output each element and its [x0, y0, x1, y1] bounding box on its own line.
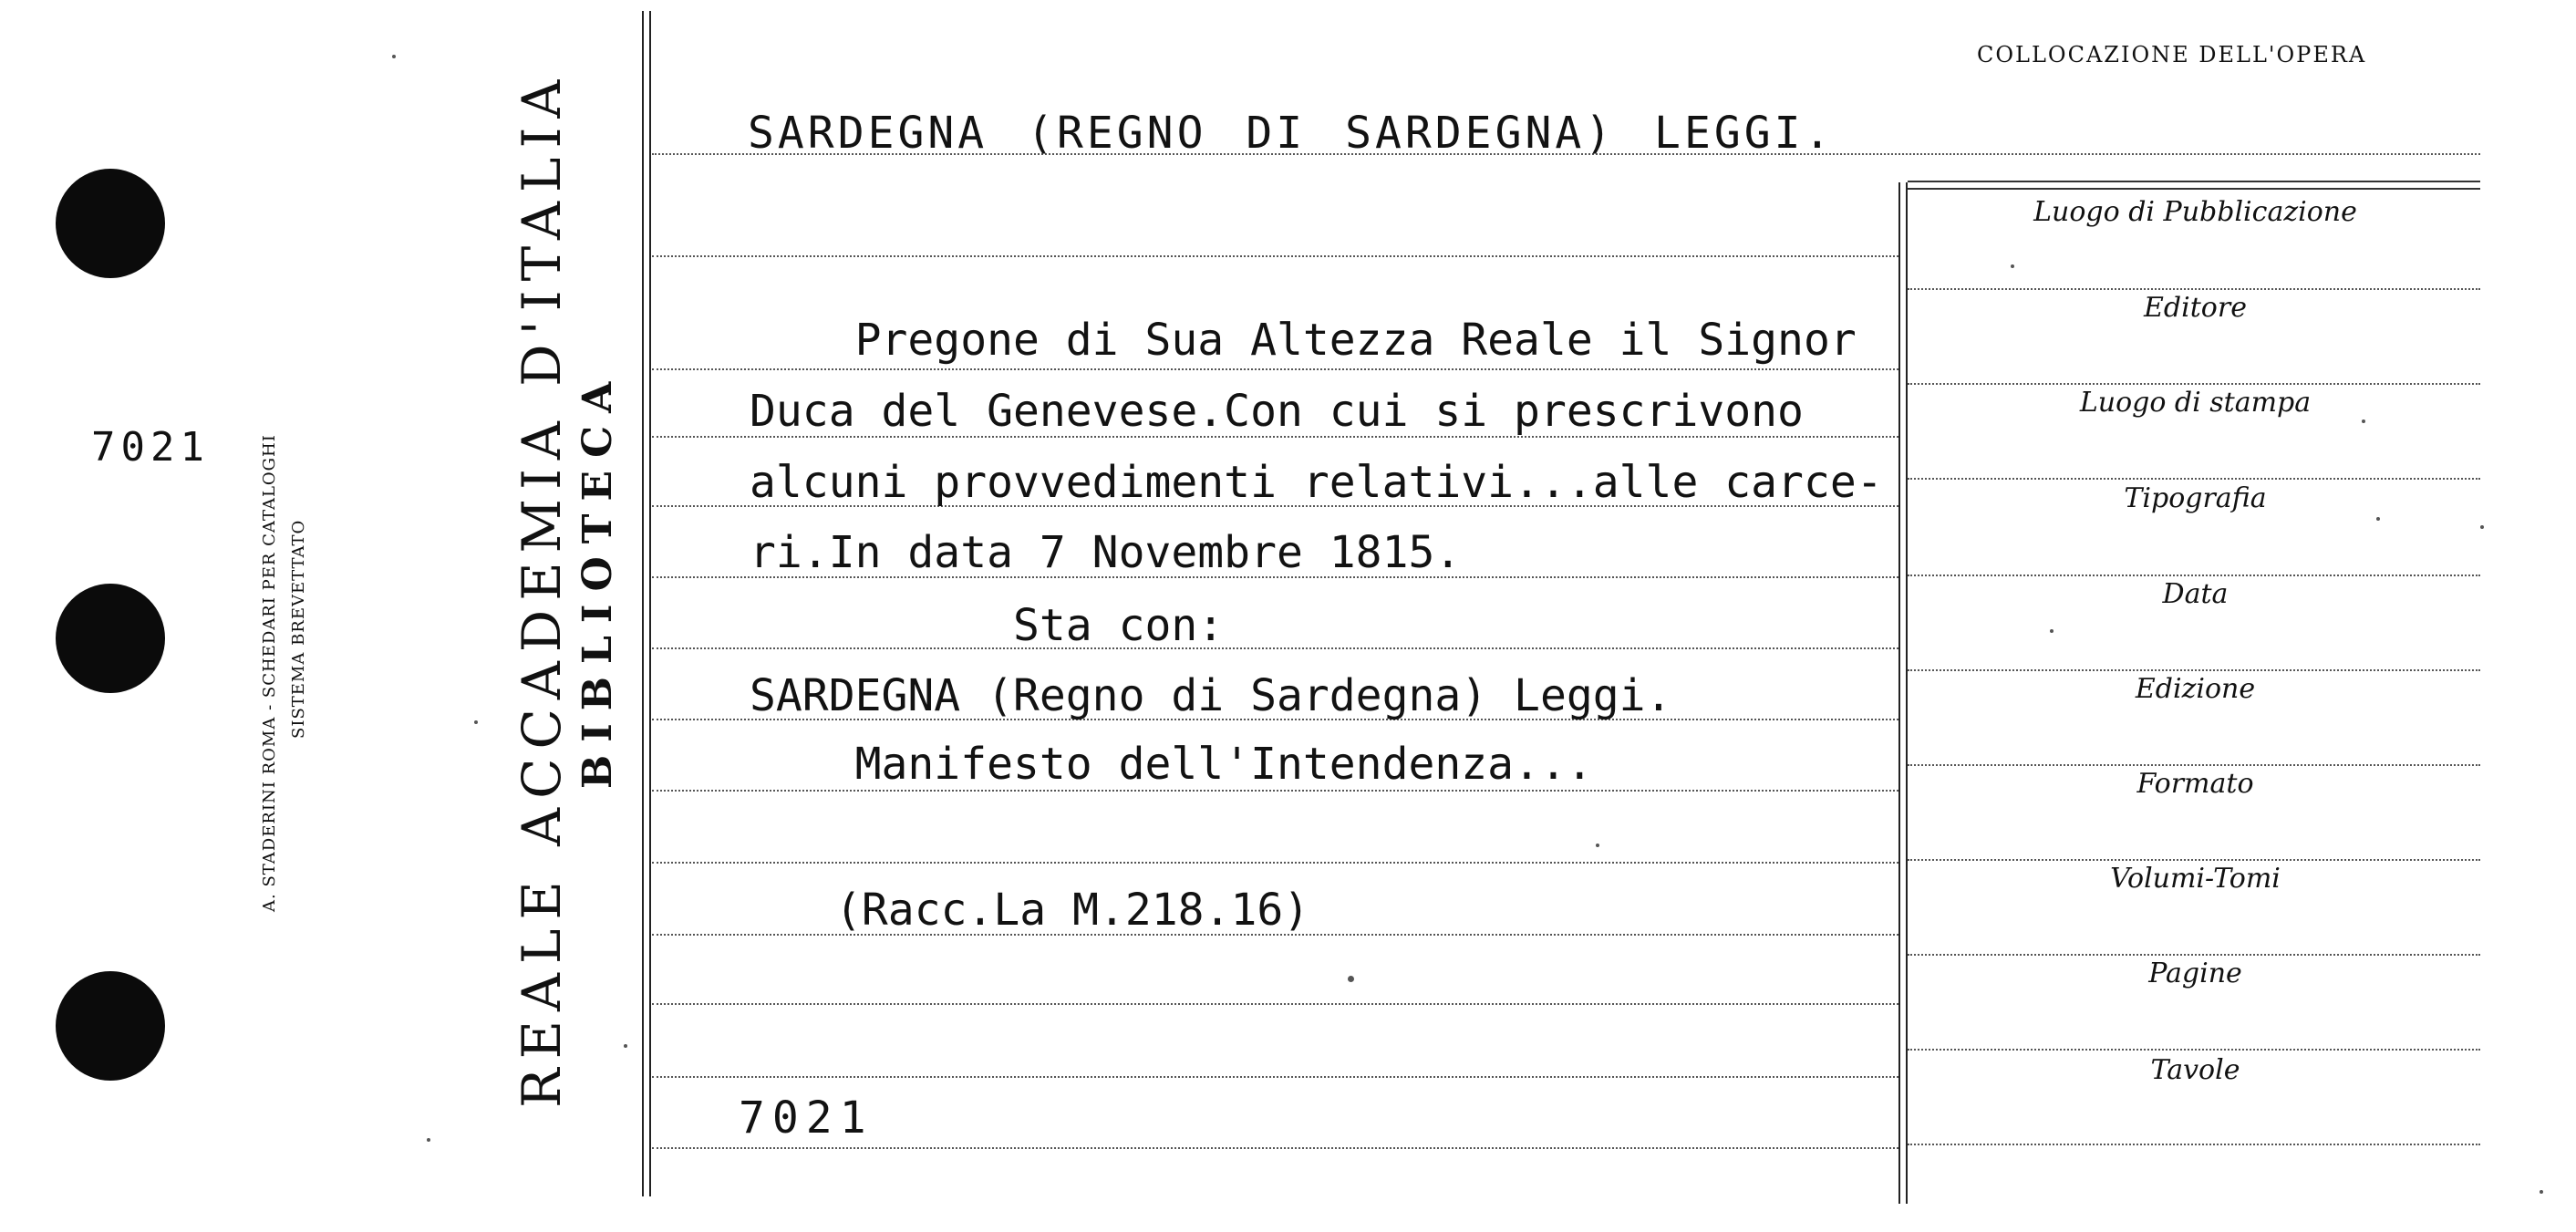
field-place-of-printing: Luogo di stampa [2079, 387, 2312, 419]
field-edition: Edizione [2135, 673, 2256, 705]
field-volumes: Volumi-Tomi [2110, 863, 2281, 895]
body-line-7: Manifesto dell'Intendenza... [750, 739, 1593, 790]
field-format: Formato [2136, 768, 2254, 800]
bottom-catalog-number: 7021 [739, 1092, 874, 1144]
printer-patent-note: SISTEMA BREVETTATO [289, 519, 308, 739]
field-printer: Tipografia [2124, 482, 2267, 514]
body-line-2: Duca del Genevese.Con cui si prescrivono [750, 386, 1804, 437]
side-catalog-number: 7021 [91, 424, 210, 471]
body-line-1: Pregone di Sua Altezza Reale il Signor [750, 315, 1857, 366]
collection-reference: (Racc.La M.218.16) [835, 885, 1310, 936]
library-label: BIBLIOTECA [574, 368, 621, 789]
heading-line: SARDEGNA (REGNO DI SARDEGNA) LEGGI. [748, 108, 1835, 159]
field-pages: Pagine [2148, 958, 2242, 989]
left-double-rule-b [649, 11, 651, 1196]
punch-hole-middle [56, 584, 165, 693]
collocation-label: COLLOCAZIONE DELL'OPERA [1977, 42, 2367, 67]
body-line-6: SARDEGNA (Regno di Sardegna) Leggi. [750, 670, 1672, 721]
field-date: Data [2162, 578, 2229, 610]
body-line-4: ri.In data 7 Novembre 1815. [750, 527, 1462, 578]
field-place-of-publication: Luogo di Pubblicazione [2033, 196, 2357, 228]
field-publisher: Editore [2144, 292, 2247, 324]
body-line-5: Sta con: [750, 600, 1225, 651]
field-plates: Tavole [2150, 1054, 2240, 1086]
punch-hole-bottom [56, 971, 165, 1081]
right-panel-rule-a [1898, 182, 1900, 1204]
institution-name: REALE ACCADEMIA D'ITALIA [511, 70, 573, 1108]
left-double-rule-a [642, 11, 644, 1196]
printer-imprint: A. STADERINI ROMA - SCHEDARI PER CATALOGHI [260, 434, 279, 912]
body-line-3: alcuni provvedimenti relativi...alle carce- [750, 457, 1883, 508]
punch-hole-top [56, 169, 165, 278]
right-panel-rule-b [1906, 182, 1908, 1204]
